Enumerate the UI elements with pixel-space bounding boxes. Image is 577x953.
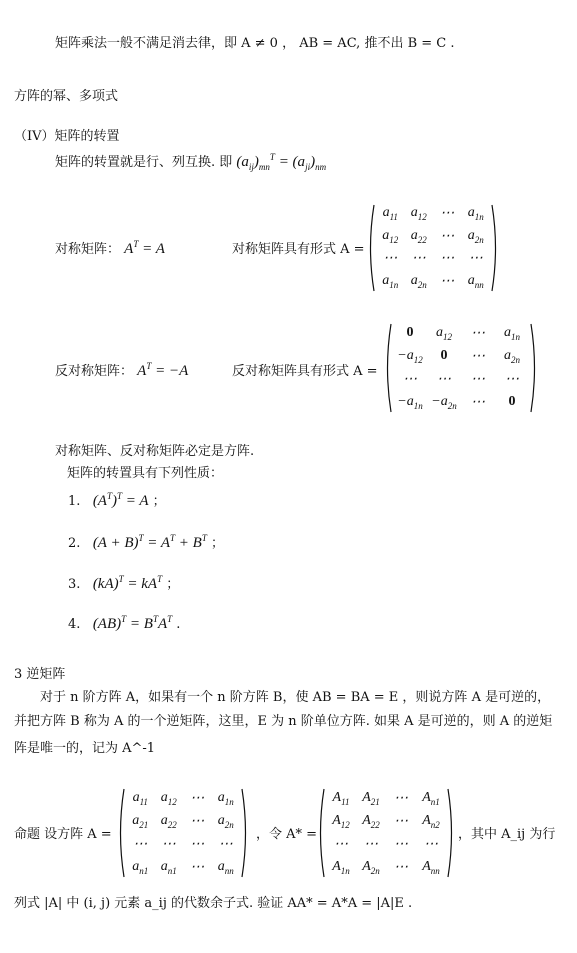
matrix-cell: $a_{2n}$ [410, 272, 427, 290]
matrix-cell: $-a_{2n}$ [431, 393, 457, 411]
matrix-cell: ⋯ [424, 836, 438, 852]
right-paren [242, 789, 246, 877]
line-1 [55, 32, 455, 51]
matrix-cell: ⋯ [403, 371, 417, 387]
antisymmetric-formula: $A^T = -A$ [137, 361, 189, 379]
subsection-title: （IV）矩阵的转置 [14, 129, 120, 144]
matrix-cell: $A_{11}$ [332, 789, 350, 807]
matrix-cell: $a_{2n}$ [217, 812, 234, 830]
matrix-cell: $A_{n1}$ [422, 789, 440, 807]
matrix-cell: ⋯ [394, 859, 408, 875]
property-formula: $(A^T)^T = A$ [92, 491, 149, 509]
matrix-cell: ⋯ [334, 836, 348, 852]
matrix-cell: ⋯ [394, 813, 408, 829]
matrix-cell: $A_{12}$ [332, 812, 350, 830]
inverse-paragraph-1: 对于 n 阶方阵 A，如果有一个 n 阶方阵 B，使 AB = BA = E ，则说方阵 A 是可逆的， [40, 690, 551, 705]
antisymmetric-label-text: 反对称矩阵： [55, 364, 134, 379]
property-end: ； [152, 494, 166, 509]
matrix-cell: ⋯ [505, 371, 519, 387]
matrix-cell: $a_{12}$ [160, 789, 177, 807]
right-paren [531, 324, 535, 412]
matrix-cell: ⋯ [161, 836, 176, 852]
matrix-cell: $a_{nn}$ [217, 858, 234, 876]
transpose-def-text: 矩阵的转置就是行、列互换. 即 [55, 155, 233, 170]
matrix-cell: $a_{n1}$ [160, 858, 177, 876]
property-4 [68, 614, 180, 633]
proposition-where: ，其中 A_ij 为行 [458, 827, 556, 842]
matrix-cell: ⋯ [394, 836, 408, 852]
transpose-definition [55, 151, 326, 172]
matrix-cell: ⋯ [394, 790, 408, 806]
matrix-cell: ⋯ [133, 836, 148, 852]
antisymmetric-form-label-text: 反对称矩阵具有形式 A = [232, 364, 378, 379]
matrix-cell: ⋯ [468, 251, 483, 267]
matrix-cell: 0 [508, 393, 516, 409]
matrix-cell: ⋯ [190, 813, 205, 829]
matrix-cell: ⋯ [190, 836, 205, 852]
matrix-cell: $a_{2n}$ [467, 227, 484, 245]
matrix-cell: ⋯ [440, 228, 455, 244]
property-1 [68, 490, 166, 510]
left-paren [388, 324, 392, 412]
matrix-cell: $a_{1n}$ [217, 789, 234, 807]
matrix-cell: $a_{1n}$ [382, 272, 399, 290]
matrix-cell: ⋯ [471, 348, 485, 364]
left-paren [121, 789, 125, 877]
property-end: . [176, 617, 181, 632]
matrix-cell: $A_{n2}$ [422, 812, 440, 830]
property-number: 1. [68, 494, 81, 509]
property-2 [68, 532, 224, 552]
matrix-cell: $A_{22}$ [362, 812, 380, 830]
matrix-cell: 0 [440, 347, 448, 363]
antisymmetric-form-label [232, 360, 378, 379]
matrix-cell: $a_{1n}$ [467, 205, 484, 223]
matrix-cell: ⋯ [440, 206, 455, 222]
property-formula: $(kA)^T = kA^T$ [92, 574, 163, 592]
line-1-text: 矩阵乘法一般不满足消去律，即 A ≠ 0 ， AB = AC, 推不出 B = C . [55, 36, 455, 51]
inverse-paragraph-2: 并把方阵 B 称为 A 的一个逆矩阵，这里，E 为 n 阶单位方阵. 如果 A 是可逆的，则 A 的逆矩 [14, 714, 553, 729]
matrix-cell: ⋯ [190, 859, 205, 875]
transpose-def-formula: $(a_{ij})_{mn}^T = (a_{ji})_{nm}$ [236, 152, 327, 172]
property-3 [68, 573, 179, 593]
matrix-cell: $-a_{12}$ [397, 347, 423, 365]
matrix-cell: $a_{nn}$ [467, 272, 484, 290]
matrix-cell: ⋯ [411, 251, 426, 267]
proposition-let: ，令 A* = [256, 827, 318, 842]
matrix-cell: $a_{22}$ [410, 227, 427, 245]
final-line: 列式 |A| 中 (i, j) 元素 a_ij 的代数余子式. 验证 AA* = A*A = |A|E . [14, 896, 413, 911]
proposition-label: 命题 设方阵 A = [14, 827, 112, 842]
proposition-matrix-astar [316, 787, 456, 879]
matrix-cell: $a_{n1}$ [132, 858, 149, 876]
property-end: ； [166, 577, 180, 592]
property-formula: $(AB)^T = B^TA^T$ [92, 614, 173, 632]
matrix-cell: $a_{21}$ [132, 812, 149, 830]
antisymmetric-matrix [383, 322, 539, 414]
inverse-paragraph-3: 阵是唯一的，记为 A^-1 [14, 741, 156, 756]
matrix-cell: $a_{22}$ [160, 812, 177, 830]
left-paren [321, 789, 325, 877]
matrix-cell: ⋯ [437, 371, 451, 387]
matrix-cell: ⋯ [364, 836, 378, 852]
matrix-cell: ⋯ [440, 273, 455, 289]
left-paren [371, 205, 375, 291]
inverse-title: 3 逆矩阵 [14, 667, 66, 682]
matrix-cell: $a_{12}$ [410, 205, 427, 223]
section-title: 方阵的幂、多项式 [14, 89, 119, 104]
matrix-cell: $-a_{1n}$ [397, 393, 423, 411]
matrix-cell: $a_{12}$ [436, 324, 452, 342]
property-number: 4. [68, 617, 81, 632]
matrix-cell: 0 [406, 324, 414, 340]
matrix-cell: $A_{21}$ [362, 789, 380, 807]
symmetric-label [55, 238, 165, 258]
antisymmetric-label [55, 360, 188, 380]
matrix-cell: ⋯ [471, 325, 485, 341]
symmetric-matrix [366, 203, 500, 293]
property-number: 2. [68, 536, 81, 551]
symmetric-formula: $A^T = A$ [124, 239, 165, 257]
symmetric-label-text: 对称矩阵： [55, 242, 121, 257]
matrix-cell: ⋯ [471, 371, 485, 387]
matrix-cell: ⋯ [440, 251, 455, 267]
matrix-cell: ⋯ [218, 836, 233, 852]
matrix-cell: $a_{12}$ [382, 227, 399, 245]
right-paren [448, 789, 452, 877]
matrix-cell: ⋯ [190, 790, 205, 806]
proposition-matrix-a [116, 787, 250, 879]
matrix-cell: $a_{1n}$ [504, 324, 520, 342]
matrix-cell: ⋯ [383, 251, 398, 267]
matrix-cell: ⋯ [471, 394, 485, 410]
symmetric-form-label [232, 238, 365, 257]
symmetric-form-label-text: 对称矩阵具有形式 A = [232, 242, 365, 257]
matrix-cell: $A_{2n}$ [362, 858, 380, 876]
matrix-cell: $A_{nn}$ [422, 858, 440, 876]
property-end: ； [210, 536, 224, 551]
right-paren [492, 205, 496, 291]
matrix-cell: $a_{11}$ [132, 789, 148, 807]
property-formula: $(A + B)^T = A^T + B^T$ [92, 533, 207, 551]
properties-intro: 矩阵的转置具有下列性质： [67, 466, 224, 481]
matrix-cell: $a_{11}$ [382, 205, 398, 223]
matrix-cell: $A_{1n}$ [332, 858, 350, 876]
square-note: 对称矩阵、反对称矩阵必定是方阵. [55, 444, 255, 459]
property-number: 3. [68, 577, 81, 592]
matrix-cell: $a_{2n}$ [504, 347, 520, 365]
